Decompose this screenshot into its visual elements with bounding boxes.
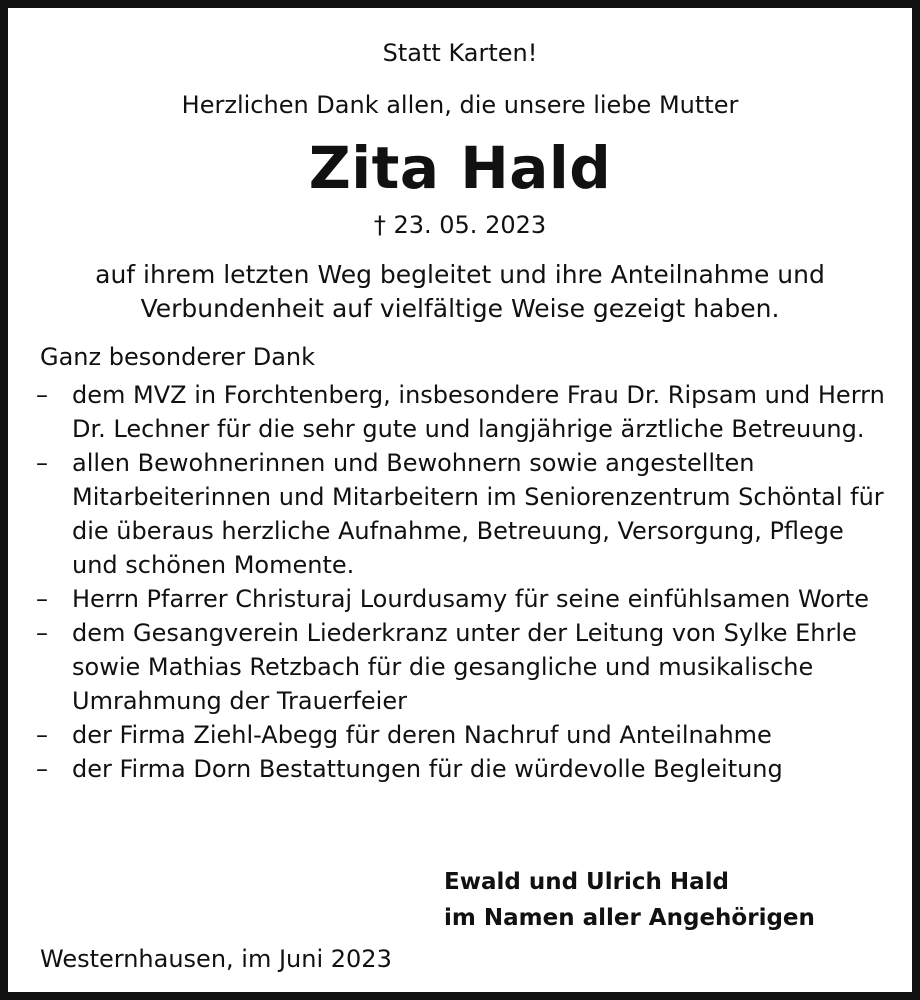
dash-marker: – bbox=[36, 449, 48, 477]
place-date: Westernhausen, im Juni 2023 bbox=[40, 945, 392, 973]
statt-karten: Statt Karten! bbox=[382, 39, 538, 67]
intro-text: Herzlichen Dank allen, die unsere liebe Mutter bbox=[181, 91, 739, 119]
dash-marker: – bbox=[36, 619, 48, 647]
dash-marker: – bbox=[36, 585, 48, 613]
thanks-line-1: auf ihrem letzten Weg begleitet und ihre Anteilnahme und bbox=[95, 260, 825, 289]
special-thanks-heading: Ganz besonderer Dank bbox=[40, 343, 316, 371]
list-item bbox=[36, 446, 896, 582]
dash-marker: – bbox=[36, 755, 48, 783]
list-item-text: Herrn Pfarrer Christuraj Lourdusamy für seine einfühlsamen Worte bbox=[72, 585, 870, 613]
list-item bbox=[36, 718, 896, 752]
death-date: † 23. 05. 2023 bbox=[373, 211, 547, 239]
signature-block bbox=[444, 864, 815, 936]
list-item bbox=[36, 616, 896, 718]
list-item bbox=[36, 582, 896, 616]
list-item bbox=[36, 378, 896, 446]
list-item bbox=[36, 752, 896, 786]
thanks-list bbox=[36, 378, 896, 786]
list-item-text: allen Bewohnerinnen und Bewohnern sowie angestellten Mitarbeiterinnen und Mitarbeitern im Seniorenzentrum Schöntal für die überaus herzliche Aufnahme, Betreuung, Versorgung, Pflege und schönen Momente. bbox=[72, 449, 884, 579]
list-item-text: der Firma Dorn Bestattungen für die würdevolle Begleitung bbox=[72, 755, 783, 783]
dash-marker: – bbox=[36, 721, 48, 749]
thanks-line-2: Verbundenheit auf vielfältige Weise gezeigt haben. bbox=[140, 294, 780, 323]
signature-names: Ewald und Ulrich Hald bbox=[444, 869, 729, 895]
list-item-text: dem MVZ in Forchtenberg, insbesondere Frau Dr. Ripsam und Herrn Dr. Lechner für die sehr gute und langjährige ärztliche Betreuung. bbox=[72, 381, 885, 443]
signature-subtitle: im Namen aller Angehörigen bbox=[444, 905, 815, 931]
list-item-text: der Firma Ziehl-Abegg für deren Nachruf und Anteilnahme bbox=[72, 721, 772, 749]
list-item-text: dem Gesangverein Liederkranz unter der Leitung von Sylke Ehrle sowie Mathias Retzbach für die gesangliche und musikalische Umrahmung der Trauerfeier bbox=[72, 619, 857, 715]
dash-marker: – bbox=[36, 381, 48, 409]
deceased-name: Zita Hald bbox=[308, 134, 612, 202]
